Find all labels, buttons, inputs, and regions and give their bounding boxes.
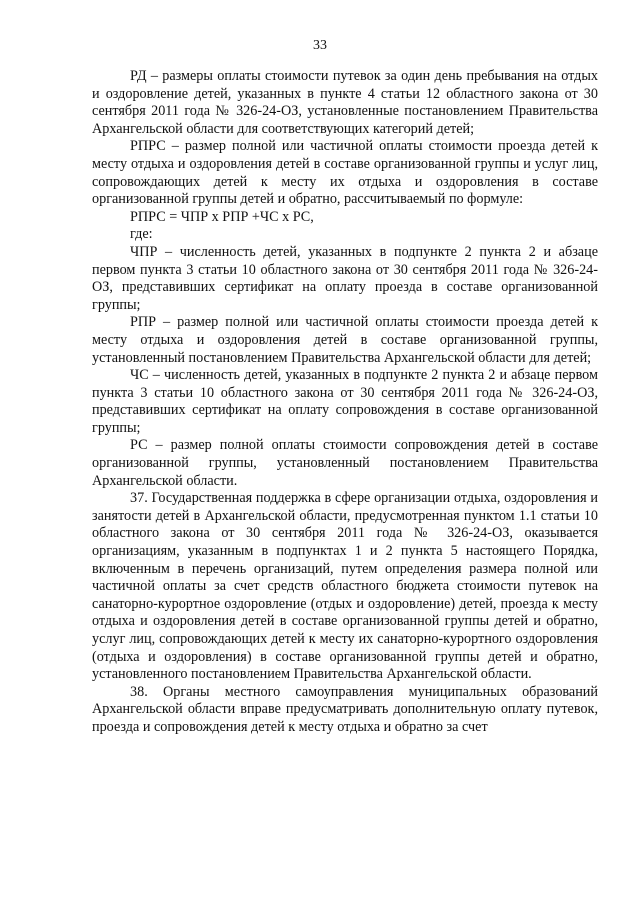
document-body (92, 68, 598, 737)
paragraph-rs-definition: РС – размер полной оплаты стоимости сопровождения детей в составе организованной группы, установленный постановлением Правительства Архангельской области. (92, 437, 598, 489)
paragraph-rd-definition: РД – размеры оплаты стоимости путевок за один день пребывания на отдых и оздоровление детей, указанных в пункте 4 статьи 12 областного закона от 30 сентября 2011 года № 326-24-ОЗ, установленные постановлением Правительства Архангельской области для соответствующих категорий детей; (92, 68, 598, 137)
paragraph-chpr-definition: ЧПР – численность детей, указанных в подпункте 2 пункта 2 и абзаце первом пункта 3 статьи 10 областного закона от 30 сентября 2011 года № 326-24-ОЗ, представивших сертификат на оплату проезда в составе организованной группы; (92, 243, 598, 313)
paragraph-rprs-definition: РПРС – размер полной или частичной оплаты стоимости проезда детей к месту отдыха и оздоровления детей в составе организованной группы и услуг лиц, сопровождающих детей к месту их отдыха и оздоровления в составе организованной группы детей и обратно, рассчитываемый по формуле: (92, 138, 598, 208)
paragraph-clause-38: 38. Органы местного самоуправления муниципальных образований Архангельской области вправе предусматривать дополнительную оплату путевок, проезда и сопровождения детей к месту отдыха и обратно за счет (92, 683, 598, 735)
paragraph-clause-37: 37. Государственная поддержка в сфере организации отдыха, оздоровления и занятости детей в Архангельской области, предусмотренная пунктом 1.1 статьи 10 областного закона от 30 сентября 2011 года № 326-24-ОЗ, оказывается организациям, указанным в подпунктах 1 и 2 пункта 5 настоящего Порядка, включенным в перечень организаций, путем определения размера полной или частичной оплаты за счет средств областного бюджета стоимости путевок на санаторно-курортное оздоровление (отдых и оздоровление) детей, проезда к месту отдыха и оздоровления детей в составе организованной группы детей и обратно, услуг лиц, сопровождающих детей к месту их санаторно-курортного оздоровления (отдыха и оздоровления) в составе организованной группы детей и обратно, установленного постановлением Правительства Архангельской области. (92, 490, 598, 683)
paragraph-rpr-definition: РПР – размер полной или частичной оплаты стоимости проезда детей к месту отдыха и оздоровления детей в составе организованной группы, установленный постановлением Правительства Архангельской области для детей; (92, 314, 598, 366)
formula-where: где: (130, 226, 153, 243)
formula-rprs: РПРС = ЧПР х РПР +ЧС х РС, (130, 208, 314, 225)
page-number: 33 (313, 38, 327, 53)
paragraph-chs-definition: ЧС – численность детей, указанных в подпункте 2 пункта 2 и абзаце первом пункта 3 статьи 10 областного закона от 30 сентября 2011 года № 326-24-ОЗ, представивших сертификат на оплату сопровождения в составе организованной группы; (92, 367, 598, 436)
